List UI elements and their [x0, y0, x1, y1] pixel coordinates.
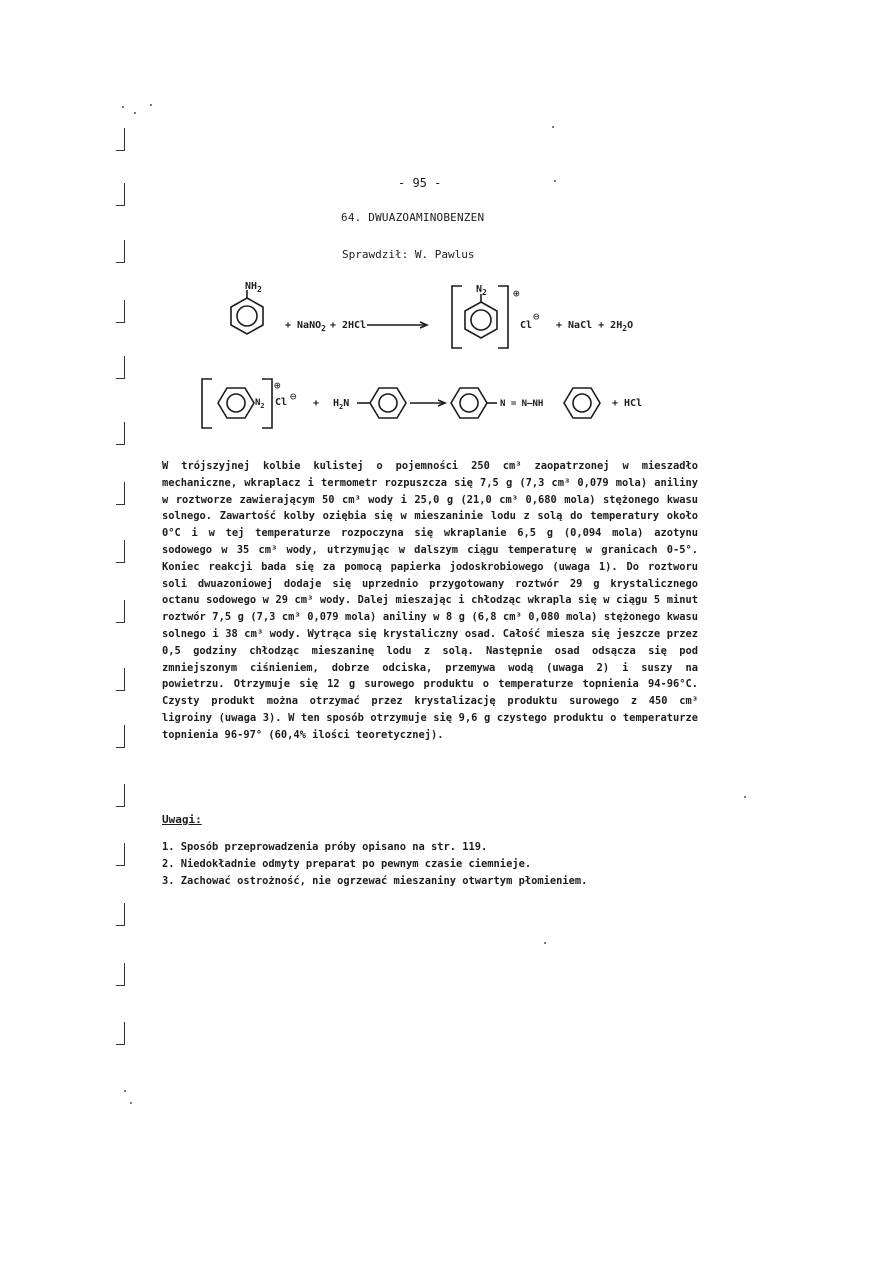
nh2-label: $NH_2$ [245, 281, 262, 294]
notes-list [162, 839, 587, 890]
scan-speck [124, 1090, 126, 1092]
aromatic-circle [227, 394, 245, 412]
hcl-label: + HCl [612, 398, 643, 409]
bracket-left [452, 286, 462, 348]
note-item: 2. Niedokładnie odmyty preparat po pewnym czasie ciemnieje. [162, 858, 532, 870]
n2-label-2: $N_2$ [255, 398, 265, 410]
binder-mark [116, 903, 125, 926]
binder-mark [116, 482, 125, 505]
positive-charge-label: ⊕ [513, 287, 520, 300]
reaction-scheme [0, 0, 893, 460]
negative-charge-label-2: ⊖ [290, 390, 297, 403]
h2n-label: $H_2N$ [333, 398, 350, 411]
aromatic-circle [573, 394, 591, 412]
binder-mark [116, 843, 125, 866]
n2-label: $N_2$ [476, 284, 487, 297]
products-label: + NaCl + $2H_2O$ [556, 320, 634, 333]
positive-charge-label-2: ⊕ [274, 379, 281, 392]
benzene-ring-diazonium [465, 302, 497, 338]
negative-charge-label: ⊖ [533, 310, 540, 323]
binder-mark [116, 668, 125, 691]
chloride-label-2: Cl [275, 397, 288, 408]
binder-mark [116, 725, 125, 748]
benzene-ring [451, 388, 487, 418]
reagents-label: + NaNO$_2$ + 2HCl [285, 320, 367, 333]
azo-amino-link-label: N = N–NH [500, 399, 544, 409]
binder-mark [116, 540, 125, 563]
aromatic-circle [237, 306, 257, 326]
bracket-left [202, 379, 212, 428]
binder-mark [116, 1022, 125, 1045]
benzene-ring [564, 388, 600, 418]
note-item: 3. Zachować ostrożność, nie ogrzewać mieszaniny otwartym płomieniem. [162, 875, 588, 887]
checked-by: Sprawdził: W. Pawlus [342, 248, 475, 261]
scan-speck [544, 942, 546, 944]
aromatic-circle [471, 310, 491, 330]
benzene-ring [218, 388, 254, 418]
benzene-ring [370, 388, 406, 418]
binder-mark [116, 963, 125, 986]
page-number: - 95 - [398, 176, 442, 190]
notes-heading: Uwagi: [162, 813, 202, 826]
page-title: 64. DWUAZOAMINOBENZEN [341, 211, 485, 224]
binder-mark [116, 600, 125, 623]
benzene-ring-aniline [231, 298, 263, 334]
bracket-right [498, 286, 508, 348]
binder-mark [116, 784, 125, 807]
aromatic-circle [379, 394, 397, 412]
scan-speck [130, 1102, 132, 1104]
plus-sign: + [313, 398, 320, 409]
procedure-text: W trójszyjnej kolbie kulistej o pojemności 250 cm³ zaopatrzonej w mieszadło mechaniczne, wkraplacz i termometr rozpuszcza się 7,5 g (7,3 cm³ 0,079 mola) aniliny w roztworze zawierającym 50 cm³ wody i 25,0 g (21,0 cm³ 0,680 mola) stężonego kwasu solnego. Zawartość kolby oziębia się w mieszaninie lodu z solą do temperatury około 0°C i w tej temperaturze rozpoczyna się wkraplanie 6,5 g (0,094 mola) azotynu sodowego w 35 cm³ wody, utrzymując w dalszym ciągu temperaturę w granicach 0-5°. Koniec reakcji bada się za pomocą papierka jodoskrobiowego (uwaga 1). Do roztworu soli dwuazoniowej dodaje się uprzednio przygotowany roztwór 29 g krystalicznego octanu sodowego w 29 cm³ wody. Dalej mieszając i chłodząc wkrapla się w ciągu 5 minut roztwór 7,5 g (7,3 cm³ 0,079 mola) aniliny w 8 g (6,8 cm³ 0,080 mola) stężonego kwasu solnego i 38 cm³ wody. Wytrąca się krystaliczny osad. Całość miesza się jeszcze przez 0,5 godziny chłodząc mieszaninę lodu z solą. Następnie osad odsącza się pod zmniejszonym ciśnieniem, dobrze odciska, przemywa wodą (uwaga 2) i suszy na powietrzu. Otrzymuje się 12 g surowego produktu o temperaturze topnienia 94-96°C. Czysty produkt można otrzymać przez krystalizację produktu surowego z 450 cm³ ligroiny (uwaga 3). W ten sposób otrzymuje się 9,6 g czystego produktu o temperaturze topnienia 96-97° (60,4% ilości teoretycznej). [162, 460, 698, 741]
aromatic-circle [460, 394, 478, 412]
scan-speck [744, 796, 746, 798]
chloride-label: Cl [520, 320, 533, 331]
note-item: 1. Sposób przeprowadzenia próby opisano na str. 119. [162, 841, 488, 853]
